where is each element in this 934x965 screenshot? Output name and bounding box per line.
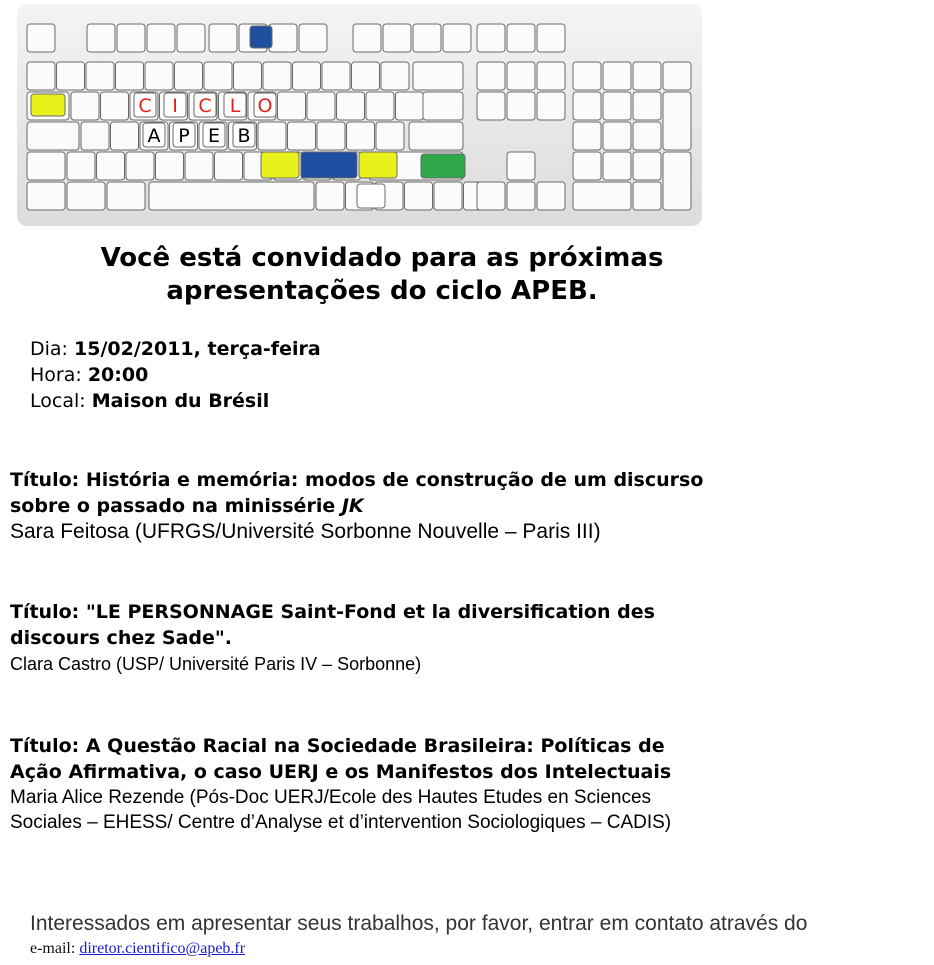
talk-title-line: Título: A Questão Racial na Sociedade Brasileira: Políticas de bbox=[10, 735, 665, 757]
keyboard-key bbox=[307, 92, 335, 120]
keyboard-key bbox=[316, 182, 344, 210]
keyboard-key bbox=[86, 62, 114, 90]
talk-title bbox=[10, 733, 750, 785]
keyboard-key bbox=[204, 62, 232, 90]
yellow-key bbox=[261, 152, 299, 178]
keyboard-key bbox=[87, 24, 115, 52]
keyboard-key bbox=[537, 24, 565, 52]
keyboard-key bbox=[633, 122, 661, 150]
talk-title-line: Título: História e memória: modos de construção de um discurso bbox=[10, 469, 704, 491]
yellow-key bbox=[31, 94, 65, 116]
keyboard-key bbox=[603, 62, 631, 90]
time-value: 20:00 bbox=[87, 364, 149, 386]
date-label: Dia: bbox=[30, 338, 68, 360]
keyboard-key bbox=[147, 24, 175, 52]
keyboard-key bbox=[423, 92, 463, 120]
keyboard-key bbox=[27, 24, 55, 52]
keyboard-key bbox=[234, 62, 262, 90]
keyboard-key bbox=[376, 122, 404, 150]
talk-title-line: Ação Afirmativa, o caso UERJ e os Manifestos dos Intelectuais bbox=[10, 761, 672, 783]
contact-text: Interessados em apresentar seus trabalhos, por favor, entrar em contato através do bbox=[30, 912, 808, 935]
keyboard-key bbox=[507, 92, 535, 120]
keyboard-key bbox=[633, 62, 661, 90]
heading-line-1: Você está convidado para as próximas bbox=[100, 243, 664, 273]
keyboard-key bbox=[507, 152, 535, 180]
blue-key bbox=[250, 26, 272, 48]
email-link[interactable]: diretor.cientifico@apeb.fr bbox=[79, 940, 246, 957]
keyboard-key bbox=[97, 152, 125, 180]
keyboard-key bbox=[477, 62, 505, 90]
email-label: e-mail: bbox=[30, 940, 76, 957]
keyboard-key bbox=[27, 182, 65, 210]
ciclo-letter: I bbox=[172, 95, 178, 117]
keyboard-key bbox=[573, 182, 631, 210]
blue-key bbox=[301, 152, 357, 178]
location-label: Local: bbox=[30, 390, 86, 412]
keyboard-key bbox=[537, 92, 565, 120]
keyboard-key bbox=[126, 152, 154, 180]
keyboard-key bbox=[409, 122, 463, 150]
keyboard-key bbox=[117, 24, 145, 52]
keyboard-key bbox=[177, 24, 205, 52]
keyboard-key bbox=[156, 152, 184, 180]
keyboard-key bbox=[443, 24, 471, 52]
date-value: 15/02/2011, terça-feira bbox=[74, 338, 321, 360]
green-key bbox=[421, 154, 465, 178]
keyboard-key bbox=[57, 62, 85, 90]
keyboard-key bbox=[111, 122, 139, 150]
apeb-letter: E bbox=[207, 125, 221, 147]
keyboard-key bbox=[269, 24, 297, 52]
keyboard-key bbox=[27, 152, 65, 180]
keyboard-key bbox=[573, 122, 601, 150]
keyboard-key bbox=[573, 152, 601, 180]
keyboard-illustration bbox=[17, 4, 702, 226]
white-key bbox=[357, 184, 385, 208]
keyboard-key bbox=[67, 182, 105, 210]
location-row bbox=[30, 388, 321, 414]
keyboard-key bbox=[663, 62, 691, 90]
keyboard-key bbox=[81, 122, 109, 150]
ciclo-letter: C bbox=[138, 95, 152, 117]
keyboard-key bbox=[434, 182, 462, 210]
talk-author: Maria Alice Rezende (Pós-Doc UERJ/Ecole des Hautes Etudes en Sciences Sociales – EHESS/ Centre d’Analyse et d’intervention Sociologiques – CADIS) bbox=[10, 787, 672, 833]
time-row bbox=[30, 362, 321, 388]
apeb-letter: A bbox=[147, 125, 161, 147]
keyboard-key bbox=[396, 92, 424, 120]
keyboard-key bbox=[299, 24, 327, 52]
keyboard-key bbox=[507, 24, 535, 52]
keyboard-key bbox=[353, 24, 381, 52]
talk-title bbox=[10, 599, 750, 651]
keyboard-key bbox=[175, 62, 203, 90]
keyboard-key bbox=[633, 152, 661, 180]
keyboard-key bbox=[537, 182, 565, 210]
keyboard-key bbox=[603, 152, 631, 180]
talk-title bbox=[10, 467, 750, 519]
keyboard-key bbox=[107, 182, 145, 210]
keyboard-key bbox=[149, 182, 314, 210]
keyboard-key bbox=[322, 62, 350, 90]
keyboard-key bbox=[278, 92, 306, 120]
keyboard-key bbox=[101, 92, 129, 120]
keyboard-key bbox=[477, 92, 505, 120]
keyboard-key bbox=[383, 24, 411, 52]
yellow-key bbox=[359, 152, 397, 178]
ciclo-letter: C bbox=[198, 95, 212, 117]
keyboard-key bbox=[405, 182, 433, 210]
keyboard-key bbox=[288, 122, 316, 150]
keyboard-key bbox=[317, 122, 345, 150]
email-line bbox=[30, 940, 245, 958]
talk-2 bbox=[10, 599, 750, 677]
keyboard-key bbox=[209, 24, 237, 52]
time-label: Hora: bbox=[30, 364, 82, 386]
keyboard-key bbox=[573, 92, 601, 120]
keyboard-key bbox=[215, 152, 243, 180]
talk-author: Sara Feitosa (UFRGS/Université Sorbonne Nouvelle – Paris III) bbox=[10, 520, 601, 543]
keyboard-key bbox=[27, 122, 79, 150]
keyboard-key bbox=[633, 182, 661, 210]
keyboard-key bbox=[633, 92, 661, 120]
keyboard-key bbox=[263, 62, 291, 90]
keyboard-key bbox=[67, 152, 95, 180]
keyboard-key bbox=[663, 92, 691, 150]
keyboard-key bbox=[413, 62, 463, 90]
date-row bbox=[30, 336, 321, 362]
talk-author: Clara Castro (USP/ Université Paris IV – Sorbonne) bbox=[10, 654, 422, 674]
keyboard-key bbox=[663, 152, 691, 210]
keyboard-key bbox=[477, 182, 505, 210]
keyboard-key bbox=[27, 62, 55, 90]
keyboard-key bbox=[116, 62, 144, 90]
talk-title-text: sobre o passado na minissérie bbox=[10, 495, 342, 517]
talk-3 bbox=[10, 733, 750, 835]
keyboard-key bbox=[603, 122, 631, 150]
keyboard-key bbox=[507, 182, 535, 210]
talk-title-line: Título: "LE PERSONNAGE Saint-Fond et la diversification des bbox=[10, 601, 655, 623]
invitation-heading bbox=[0, 242, 764, 308]
keyboard-key bbox=[366, 92, 394, 120]
talk-title-line: discours chez Sade". bbox=[10, 627, 233, 649]
talk-title-italic: JK bbox=[341, 495, 364, 517]
keyboard-key bbox=[185, 152, 213, 180]
event-info bbox=[30, 336, 321, 414]
keyboard-key bbox=[477, 24, 505, 52]
keyboard-key bbox=[347, 122, 375, 150]
location-value: Maison du Brésil bbox=[91, 390, 270, 412]
keyboard-key bbox=[537, 62, 565, 90]
keyboard-key bbox=[352, 62, 380, 90]
apeb-letter: P bbox=[178, 125, 190, 147]
heading-line-2: apresentações do ciclo APEB. bbox=[166, 276, 598, 306]
keyboard-key bbox=[603, 92, 631, 120]
keyboard-key bbox=[71, 92, 99, 120]
keyboard-key bbox=[413, 24, 441, 52]
ciclo-letter: O bbox=[257, 95, 273, 117]
apeb-letter: B bbox=[237, 125, 251, 147]
talk-title-line bbox=[10, 493, 750, 519]
talk-1 bbox=[10, 467, 750, 545]
keyboard-key bbox=[258, 122, 286, 150]
keyboard-key bbox=[573, 62, 601, 90]
keyboard-key bbox=[293, 62, 321, 90]
keyboard-key bbox=[381, 62, 409, 90]
ciclo-letter: L bbox=[229, 95, 241, 117]
keyboard-key bbox=[337, 92, 365, 120]
keyboard-key bbox=[145, 62, 173, 90]
keyboard-banner bbox=[17, 4, 702, 226]
keyboard-key bbox=[507, 62, 535, 90]
